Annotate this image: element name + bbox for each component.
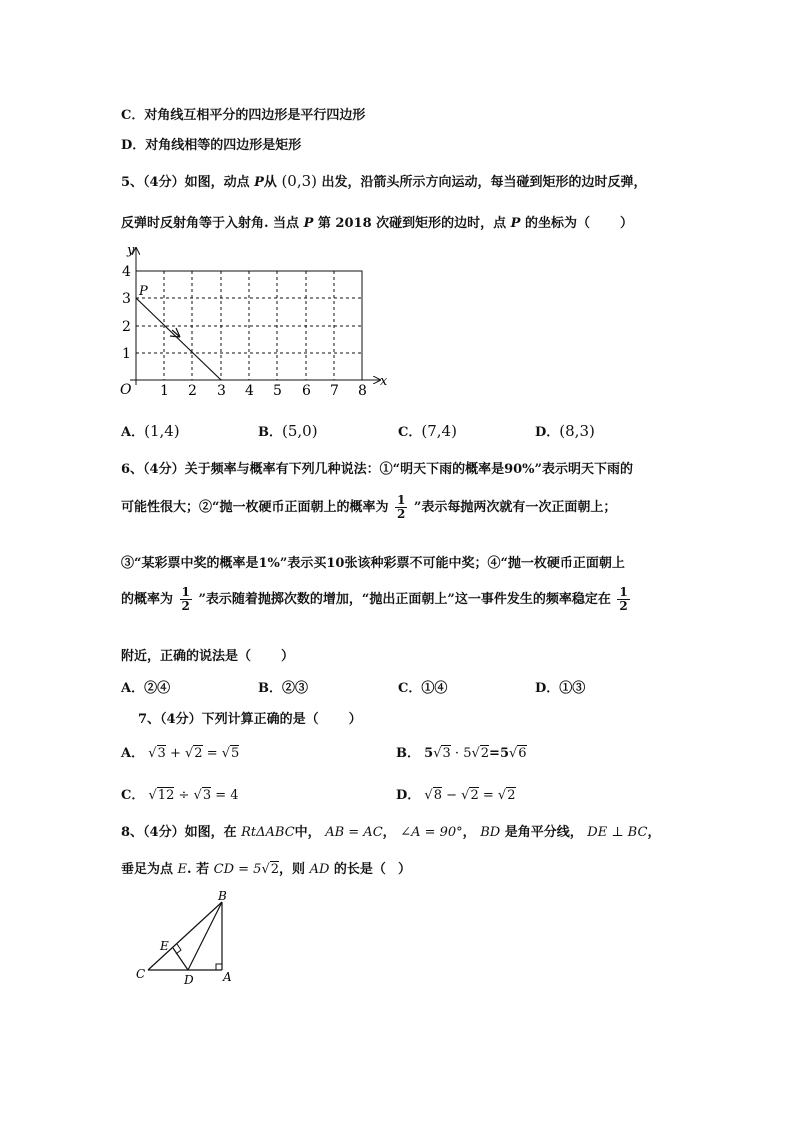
p-label: P (139, 284, 148, 299)
q5-stem-line2: 反弹时反射角等于入射角. 当点 P 第 2018 次碰到矩形的边时，点 P 的坐标为（ ） (121, 216, 634, 231)
y-tick: 1 (122, 346, 131, 362)
q5-option-d: D．(8,3) (535, 422, 595, 440)
q5-option-a: A．(1,4) (121, 422, 180, 440)
label-b: B (218, 889, 227, 903)
q6-option-a: A．②④ (121, 681, 171, 696)
q6-line2: 可能性很大；②“抛一枚硬币正面朝上的概率为 $\frac{1}{2}$ ”表示每抛两次就有一次正面朝上； (121, 493, 617, 522)
x-axis-label: x (380, 374, 388, 389)
label-e: E (160, 939, 169, 953)
segment-cb (148, 902, 222, 970)
y-tick: 4 (122, 264, 131, 280)
x-tick: 1 (160, 383, 169, 399)
fraction-one-half: $\frac{1}{2}$ (397, 493, 406, 522)
q8-line2: 垂足为点 E. 若 CD = 5√2，则 AD 的长是（ ） (121, 862, 411, 877)
q7-stem: 7、（4分）下列计算正确的是（ ） (138, 712, 362, 727)
q6-line3: ③“某彩票中奖的概率是1%”表示买10张该种彩票不可能中奖；④“抛一枚硬币正面朝上 (121, 556, 625, 571)
q8-triangle-figure (130, 888, 240, 993)
x-tick: 5 (273, 383, 282, 399)
q5-stem-line1: 5、（4分）如图，动点 P从 (0,3) 出发，沿箭头所示方向运动，每当碰到矩形的边时反弹， (121, 172, 647, 190)
q6-line4: 的概率为 $\frac{1}{2}$ ”表示随着抛掷次数的增加，“抛出正面朝上”这一事件发生的频率稳定在 $\frac{1}{2}$ (121, 585, 628, 614)
q6-line1: 6、（4分）关于频率与概率有下列几种说法：①“明天下雨的概率是90%”表示明天下雨的 (121, 462, 633, 477)
q6-option-d: D．①③ (535, 681, 586, 696)
x-tick: 8 (358, 383, 367, 399)
fraction-one-half: $\frac{1}{2}$ (619, 585, 628, 614)
x-tick: 4 (245, 383, 254, 399)
q5-graph (110, 240, 400, 410)
label-a: A (223, 970, 232, 984)
q5-option-b: B．(5,0) (258, 422, 318, 440)
q5-point-p: P (254, 175, 264, 190)
q6-option-c: C．①④ (398, 681, 448, 696)
y-tick-labels (122, 264, 131, 362)
q7-option-b: B． 5√3 · 5√2=5√6 (396, 746, 527, 761)
fraction-one-half: $\frac{1}{2}$ (181, 585, 190, 614)
x-tick-labels (160, 383, 367, 399)
segment-bd (188, 902, 222, 970)
x-tick: 2 (188, 383, 197, 399)
p-path (136, 298, 221, 380)
label-c: C (136, 967, 146, 981)
q4-option-c: C．对角线互相平分的四边形是平行四边形 (121, 108, 366, 123)
q7-option-c: C． √12 ÷ √3 = 4 (121, 788, 239, 803)
segment-de (173, 948, 188, 970)
q4-option-d: D．对角线相等的四边形是矩形 (121, 138, 302, 153)
x-tick: 3 (217, 383, 226, 399)
q5-option-c: C．(7,4) (398, 422, 457, 440)
q6-option-b: B．②③ (258, 681, 309, 696)
right-angle-a-icon (216, 964, 222, 970)
label-d: D (184, 973, 194, 987)
x-tick: 7 (330, 383, 339, 399)
q7-option-d: D． √8 − √2 = √2 (396, 788, 516, 803)
x-tick: 6 (302, 383, 311, 399)
q6-line5: 附近，正确的说法是（ ） (121, 649, 295, 664)
origin-label: O (120, 382, 132, 398)
y-tick: 2 (122, 319, 131, 335)
q8-line1: 8、（4分）如图，在 RtΔABC中， AB = AC， ∠A = 90°， BD 是角平分线， DE ⊥ BC， (121, 825, 661, 840)
q7-option-a: A． √3 + √2 = √5 (121, 746, 240, 761)
y-tick: 3 (122, 291, 131, 307)
q5-start-point: (0,3) (281, 172, 318, 190)
y-axis-label: y (127, 243, 135, 258)
grid-lines (136, 271, 362, 380)
